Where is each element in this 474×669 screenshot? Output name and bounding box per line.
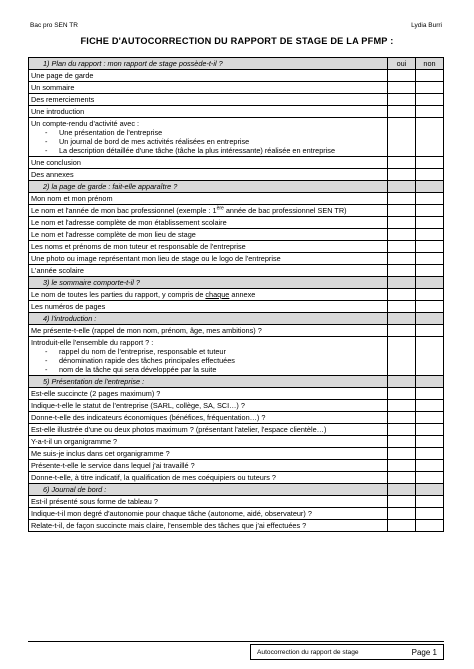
checkbox-non[interactable] xyxy=(416,301,444,313)
checkbox-oui[interactable] xyxy=(388,496,416,508)
checkbox-non[interactable] xyxy=(416,193,444,205)
checkbox-non[interactable] xyxy=(416,289,444,301)
checklist-question xyxy=(29,82,388,94)
section-heading: 5) Présentation de l'entreprise : xyxy=(29,376,388,388)
checkbox-oui[interactable] xyxy=(388,508,416,520)
checkbox-non[interactable] xyxy=(416,337,444,376)
question-text: Le nom et l'adresse complète de mon établissement scolaire xyxy=(31,218,227,227)
checklist-row xyxy=(29,82,444,94)
question-text: Le nom de toutes les parties du rapport, y compris de xyxy=(31,290,206,299)
page-title: FICHE D'AUTOCORRECTION DU RAPPORT DE STAGE DE LA PFMP : xyxy=(80,36,394,46)
section-header-cell xyxy=(388,313,416,325)
checklist-row xyxy=(29,217,444,229)
sub-list-item: - Une présentation de l'entreprise xyxy=(31,128,385,137)
checklist-question xyxy=(29,229,388,241)
checklist-question xyxy=(29,460,388,472)
question-text: Des annexes xyxy=(31,170,74,179)
checkbox-oui[interactable] xyxy=(388,448,416,460)
checklist-question xyxy=(29,289,388,301)
section-header xyxy=(29,58,444,70)
checklist-row xyxy=(29,460,444,472)
checkbox-non[interactable] xyxy=(416,118,444,157)
checklist-question xyxy=(29,70,388,82)
checkbox-oui[interactable] xyxy=(388,424,416,436)
checklist-row xyxy=(29,157,444,169)
header-right: Lydia Burri xyxy=(411,22,442,29)
section-header xyxy=(29,484,444,496)
checkbox-non[interactable] xyxy=(416,424,444,436)
checklist-table xyxy=(28,57,444,532)
sub-list-item: - nom de la tâche qui sera développée par la suite xyxy=(31,365,385,374)
checkbox-non[interactable] xyxy=(416,265,444,277)
checklist-row xyxy=(29,205,444,217)
checklist-row xyxy=(29,400,444,412)
checklist-row xyxy=(29,70,444,82)
column-header-oui: oui xyxy=(388,58,416,70)
question-text: Mon nom et mon prénom xyxy=(31,194,113,203)
column-header-non: non xyxy=(416,58,444,70)
page-number: Page 1 xyxy=(411,648,437,657)
checklist-row xyxy=(29,253,444,265)
sub-list-item: - dénomination rapide des tâches principales effectuées xyxy=(31,356,385,365)
section-heading: 1) Plan du rapport : mon rapport de stage possède-t-il ? xyxy=(29,58,388,70)
checklist-question xyxy=(29,205,388,217)
checklist-row xyxy=(29,169,444,181)
checklist-question xyxy=(29,472,388,484)
checkbox-oui[interactable] xyxy=(388,520,416,532)
checklist-question xyxy=(29,157,388,169)
checklist-question xyxy=(29,400,388,412)
checkbox-non[interactable] xyxy=(416,94,444,106)
checkbox-non[interactable] xyxy=(416,157,444,169)
checklist-row xyxy=(29,325,444,337)
section-header-cell xyxy=(416,277,444,289)
section-heading: 4) l'introduction : xyxy=(29,313,388,325)
checkbox-non[interactable] xyxy=(416,412,444,424)
checkbox-non[interactable] xyxy=(416,217,444,229)
footer xyxy=(250,644,444,660)
checkbox-non[interactable] xyxy=(416,460,444,472)
checklist-question xyxy=(29,436,388,448)
checkbox-oui[interactable] xyxy=(388,229,416,241)
question-text: Une introduction xyxy=(31,107,85,116)
checklist-question xyxy=(29,217,388,229)
checkbox-oui[interactable] xyxy=(388,193,416,205)
question-text: Une photo ou image représentant mon lieu de stage ou le logo de l'entreprise xyxy=(31,254,281,263)
checkbox-oui[interactable] xyxy=(388,289,416,301)
checklist-question xyxy=(29,520,388,532)
section-heading: 6) Journal de bord : xyxy=(29,484,388,496)
section-header-cell xyxy=(388,484,416,496)
section-header-cell xyxy=(416,313,444,325)
checklist-row xyxy=(29,193,444,205)
checkbox-oui[interactable] xyxy=(388,253,416,265)
sub-list xyxy=(31,128,385,155)
checklist-question xyxy=(29,265,388,277)
checklist-row xyxy=(29,289,444,301)
sub-list-item: - rappel du nom de l'entreprise, responsable et tuteur xyxy=(31,347,385,356)
checkbox-non[interactable] xyxy=(416,241,444,253)
checkbox-oui[interactable] xyxy=(388,70,416,82)
section-header-cell xyxy=(416,181,444,193)
checklist-row xyxy=(29,496,444,508)
footer-divider xyxy=(28,641,444,642)
checklist-question xyxy=(29,337,388,376)
question-text-end: annexe xyxy=(229,290,256,299)
question-text: Me suis-je inclus dans cet organigramme ? xyxy=(31,449,170,458)
question-text: Une page de garde xyxy=(31,71,94,80)
checklist-question xyxy=(29,106,388,118)
checkbox-oui[interactable] xyxy=(388,241,416,253)
underlined-word: chaque xyxy=(205,290,230,299)
checkbox-non[interactable] xyxy=(416,388,444,400)
question-text: L'année scolaire xyxy=(31,266,84,275)
checklist-row xyxy=(29,94,444,106)
checkbox-oui[interactable] xyxy=(388,205,416,217)
checklist-row xyxy=(29,448,444,460)
checklist-question xyxy=(29,508,388,520)
checklist-question xyxy=(29,325,388,337)
checkbox-non[interactable] xyxy=(416,70,444,82)
checkbox-non[interactable] xyxy=(416,400,444,412)
checkbox-oui[interactable] xyxy=(388,400,416,412)
checkbox-oui[interactable] xyxy=(388,169,416,181)
question-text: Présente-t-elle le service dans lequel j'ai travaillé ? xyxy=(31,461,195,470)
section-heading: 2) la page de garde : fait-elle apparaître ? xyxy=(29,181,388,193)
checkbox-non[interactable] xyxy=(416,496,444,508)
checklist-question xyxy=(29,241,388,253)
checkbox-oui[interactable] xyxy=(388,157,416,169)
question-text: Indique-t-elle le statut de l'entreprise (SARL, collège, SA, SCI…) ? xyxy=(31,401,245,410)
question-text: Est-elle succincte (2 pages maximum) ? xyxy=(31,389,161,398)
section-header xyxy=(29,313,444,325)
checkbox-non[interactable] xyxy=(416,436,444,448)
checkbox-non[interactable] xyxy=(416,520,444,532)
checklist-question xyxy=(29,388,388,400)
sub-list xyxy=(31,347,385,374)
section-header-cell xyxy=(388,376,416,388)
checkbox-non[interactable] xyxy=(416,325,444,337)
checklist-row xyxy=(29,337,444,376)
section-header-cell xyxy=(416,484,444,496)
checklist-question xyxy=(29,253,388,265)
checkbox-oui[interactable] xyxy=(388,412,416,424)
checkbox-non[interactable] xyxy=(416,205,444,217)
checkbox-non[interactable] xyxy=(416,472,444,484)
question-text: Le nom et l'année de mon bac professionnel (exemple : 1 xyxy=(31,206,217,215)
question-text: Y-a-t-il un organigramme ? xyxy=(31,437,118,446)
checkbox-oui[interactable] xyxy=(388,265,416,277)
question-text: Le nom et l'adresse complète de mon lieu de stage xyxy=(31,230,196,239)
section-header-cell xyxy=(388,277,416,289)
checkbox-oui[interactable] xyxy=(388,325,416,337)
checklist-question xyxy=(29,94,388,106)
checklist-question xyxy=(29,301,388,313)
question-text: Un compte-rendu d'activité avec : xyxy=(31,119,140,128)
checkbox-non[interactable] xyxy=(416,82,444,94)
checklist-question xyxy=(29,424,388,436)
question-text: Une conclusion xyxy=(31,158,81,167)
checkbox-oui[interactable] xyxy=(388,460,416,472)
checkbox-non[interactable] xyxy=(416,106,444,118)
section-header-cell xyxy=(388,181,416,193)
checklist-row xyxy=(29,229,444,241)
checkbox-oui[interactable] xyxy=(388,217,416,229)
checklist-question xyxy=(29,496,388,508)
checklist-row xyxy=(29,436,444,448)
checkbox-non[interactable] xyxy=(416,229,444,241)
checkbox-oui[interactable] xyxy=(388,106,416,118)
section-header xyxy=(29,376,444,388)
checklist-row xyxy=(29,301,444,313)
checkbox-non[interactable] xyxy=(416,253,444,265)
question-text: Des remerciements xyxy=(31,95,95,104)
checklist-row xyxy=(29,520,444,532)
question-text: Est-elle illustrée d'une ou deux photos maximum ? (présentant l'atelier, l'espace clientèle…) xyxy=(31,425,327,434)
section-header xyxy=(29,181,444,193)
checklist-row xyxy=(29,265,444,277)
checklist-question xyxy=(29,448,388,460)
checkbox-oui[interactable] xyxy=(388,82,416,94)
question-text: Donne-t-elle, à titre indicatif, la qualification de mes coéquipiers ou tuteurs ? xyxy=(31,473,276,482)
checkbox-non[interactable] xyxy=(416,448,444,460)
checklist-question xyxy=(29,412,388,424)
question-text: Les numéros de pages xyxy=(31,302,106,311)
question-text: Un sommaire xyxy=(31,83,75,92)
footer-text: Autocorrection du rapport de stage xyxy=(257,649,359,656)
checkbox-oui[interactable] xyxy=(388,436,416,448)
checklist-row xyxy=(29,388,444,400)
checkbox-oui[interactable] xyxy=(388,301,416,313)
checklist-row xyxy=(29,412,444,424)
superscript: ère xyxy=(216,205,224,212)
checklist-question xyxy=(29,118,388,157)
header-left: Bac pro SEN TR xyxy=(30,22,78,29)
question-text: Les noms et prénoms de mon tuteur et responsable de l'entreprise xyxy=(31,242,246,251)
question-text: Me présente-t-elle (rappel de mon nom, prénom, âge, mes ambitions) ? xyxy=(31,326,262,335)
checkbox-oui[interactable] xyxy=(388,472,416,484)
question-text: Donne-t-elle des indicateurs économiques (bénéfices, fréquentation…) ? xyxy=(31,413,266,422)
sub-list-item: - Un journal de bord de mes activités réalisées en entreprise xyxy=(31,137,385,146)
question-text: Relate-t-il, de façon succincte mais claire, l'ensemble des tâches que j'ai effectuées ? xyxy=(31,521,307,530)
checkbox-non[interactable] xyxy=(416,508,444,520)
checklist-question xyxy=(29,193,388,205)
question-text: Introduit-elle l'ensemble du rapport ? : xyxy=(31,338,154,347)
checklist-row xyxy=(29,472,444,484)
question-text: Est-il présenté sous forme de tableau ? xyxy=(31,497,158,506)
checkbox-oui[interactable] xyxy=(388,118,416,157)
checklist-row xyxy=(29,106,444,118)
sub-list-item: - La description détaillée d'une tâche (tâche la plus intéressante) réalisée en entreprise xyxy=(31,146,385,155)
section-heading: 3) le sommaire comporte-t-il ? xyxy=(29,277,388,289)
checklist-row xyxy=(29,508,444,520)
question-text: Indique-t-il mon degré d'autonomie pour chaque tâche (autonome, aidé, observateur) ? xyxy=(31,509,312,518)
checklist-row xyxy=(29,118,444,157)
question-text-end: année de bac professionnel SEN TR) xyxy=(223,206,347,215)
section-header-cell xyxy=(416,376,444,388)
checkbox-oui[interactable] xyxy=(388,94,416,106)
checklist-question xyxy=(29,169,388,181)
checklist-row xyxy=(29,424,444,436)
checklist-row xyxy=(29,241,444,253)
checkbox-oui[interactable] xyxy=(388,337,416,376)
checkbox-non[interactable] xyxy=(416,169,444,181)
section-header xyxy=(29,277,444,289)
checkbox-oui[interactable] xyxy=(388,388,416,400)
